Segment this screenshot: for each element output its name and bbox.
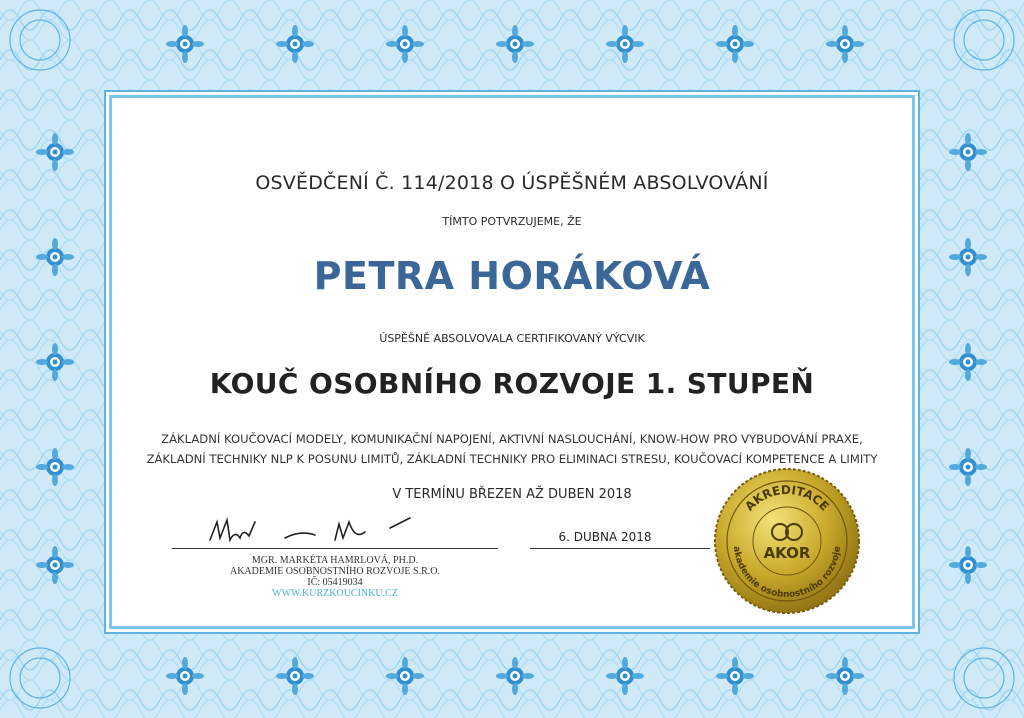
accreditation-seal xyxy=(712,466,862,616)
issue-date: 6. DUBNA 2018 xyxy=(558,530,652,544)
handwritten-signature xyxy=(205,510,425,550)
confirmation-text: TÍMTO POTVRZUJEME, ŽE xyxy=(442,215,582,228)
signatory-organization: AKADEMIE OSOBNOSTNÍHO ROZVOJE S.R.O. xyxy=(229,566,440,577)
certificate-title: OSVĚDČENÍ Č. 114/2018 O ÚSPĚŠNÉM ABSOLVOVÁNÍ xyxy=(255,172,769,194)
website-link[interactable]: WWW.KURZKOUCINKU.CZ xyxy=(272,588,398,599)
signature-line xyxy=(172,548,498,549)
signatory-name: MGR. MARKÉTA HAMRLOVÁ, PH.D. xyxy=(251,555,419,566)
seal-top-text: AKREDITACE xyxy=(742,482,832,514)
course-term: V TERMÍNU BŘEZEN AŽ DUBEN 2018 xyxy=(392,487,632,502)
course-topics-line-2: ZÁKLADNÍ TECHNIKY NLP K POSUNU LIMITŮ, ZÁKLADNÍ TECHNIKY PRO ELIMINACI STRESU, KOUČOVACÍ KOMPETENCE A LIMITY xyxy=(146,452,878,466)
seal-center-text: AKOR xyxy=(763,544,811,562)
company-id: IČ: 05419034 xyxy=(307,577,363,588)
date-line xyxy=(530,548,710,549)
signatory-block xyxy=(172,555,498,599)
recipient-name: PETRA HORÁKOVÁ xyxy=(313,254,711,298)
seal-bottom-text: akademie osobnostního rozvoje xyxy=(730,545,844,601)
course-topics-line-1: ZÁKLADNÍ KOUČOVACÍ MODELY, KOMUNIKAČNÍ NAPOJENÍ, AKTIVNÍ NASLOUCHÁNÍ, KNOW-HOW PRO VYBUDOVÁNÍ PRAXE, xyxy=(161,432,863,446)
course-title: KOUČ OSOBNÍHO ROZVOJE 1. STUPEŇ xyxy=(209,367,815,400)
completed-text: ÚSPĚŠNĚ ABSOLVOVALA CERTIFIKOVANÝ VÝCVIK xyxy=(379,332,645,345)
